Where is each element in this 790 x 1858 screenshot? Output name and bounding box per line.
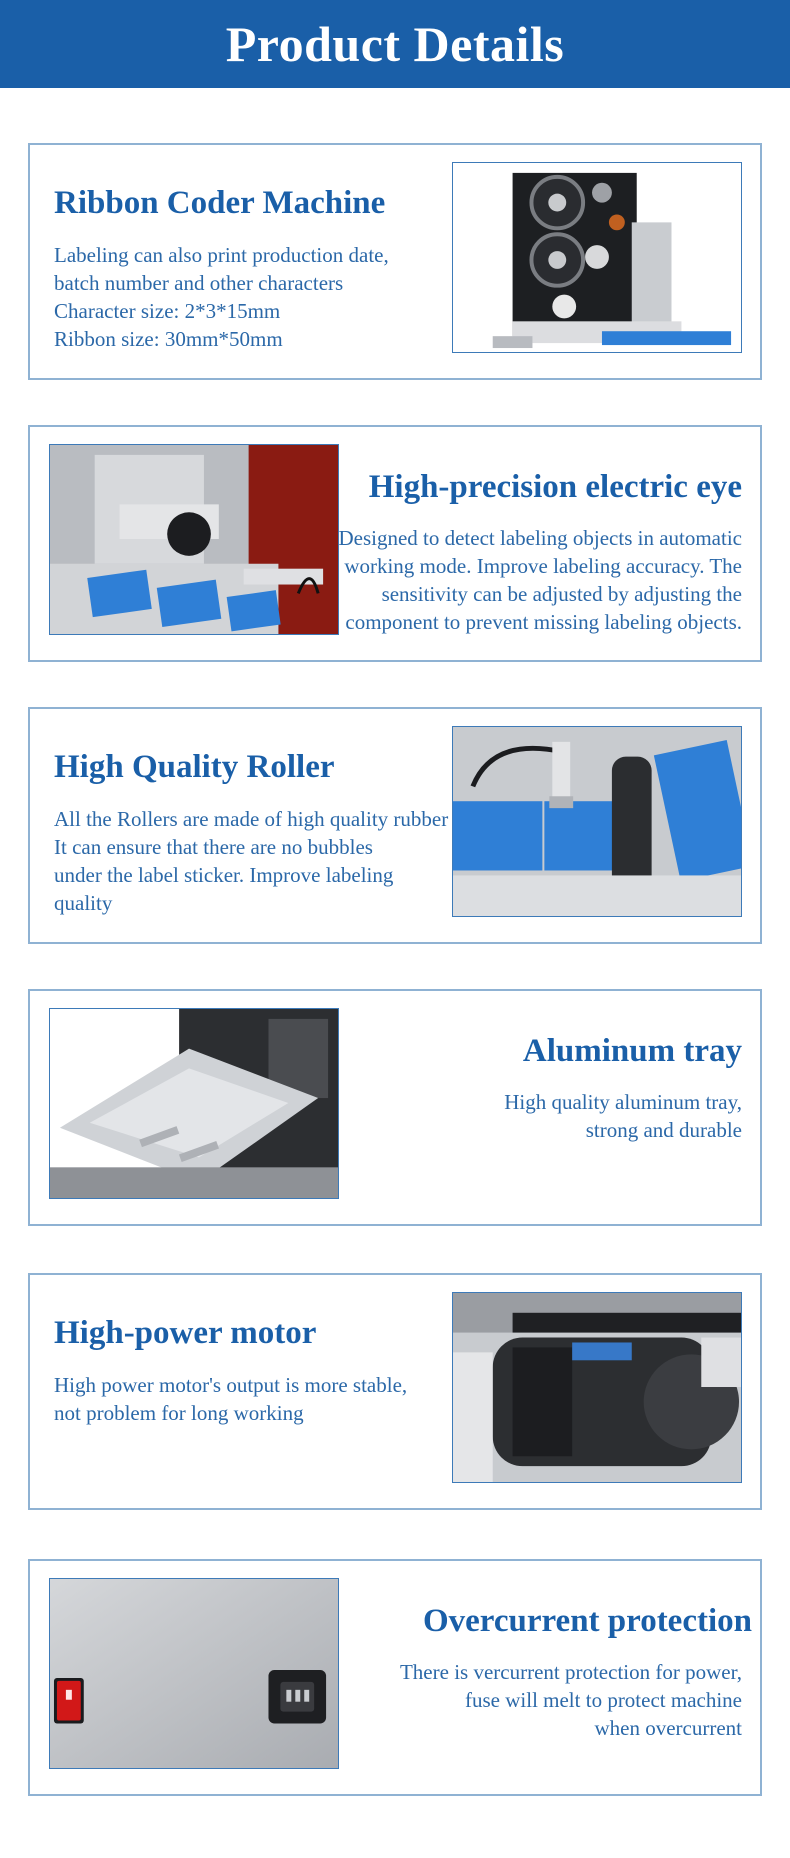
feature-title: Ribbon Coder Machine: [54, 185, 386, 221]
feature-description: [338, 524, 742, 636]
feature-title: Overcurrent protection: [422, 1603, 752, 1639]
feature-title: High-power motor: [54, 1315, 317, 1351]
roller-photo: [452, 726, 742, 917]
description-line: Labeling can also print production date,: [54, 243, 389, 267]
feature-description: [400, 1658, 742, 1742]
header-banner: [0, 0, 790, 88]
electric-eye-photo: [49, 444, 339, 635]
description-line: quality: [54, 891, 113, 915]
ribbon-coder-photo: [452, 162, 742, 353]
description-line: component to prevent missing labeling objects.: [345, 610, 742, 634]
description-line: working mode. Improve labeling accuracy. The: [344, 554, 742, 578]
power-panel-photo: [49, 1578, 339, 1769]
feature-description: [504, 1088, 742, 1144]
description-line: strong and durable: [585, 1118, 742, 1142]
feature-description: [54, 1371, 407, 1427]
feature-card-roller: [28, 707, 762, 944]
description-line: There is vercurrent protection for power,: [399, 1660, 742, 1684]
feature-card-aluminum-tray: [28, 989, 762, 1226]
description-line: fuse will melt to protect machine: [465, 1688, 742, 1712]
motor-photo: [452, 1292, 742, 1483]
description-line: It can ensure that there are no bubbles: [54, 835, 373, 859]
description-line: Ribbon size: 30mm*50mm: [54, 327, 283, 351]
description-line: batch number and other characters: [54, 271, 344, 295]
description-line: Designed to detect labeling objects in automatic: [338, 526, 742, 550]
description-line: High power motor's output is more stable,: [54, 1373, 408, 1397]
feature-title: High-precision electric eye: [368, 469, 742, 505]
feature-card-overcurrent: [28, 1559, 762, 1796]
feature-card-ribbon-coder: [28, 143, 762, 380]
aluminum-tray-photo: [49, 1008, 339, 1199]
page-title: Product Details: [225, 16, 565, 72]
description-line: sensitivity can be adjusted by adjusting the: [381, 582, 742, 606]
feature-title: Aluminum tray: [522, 1033, 742, 1069]
description-line: All the Rollers are made of high quality rubber: [54, 807, 449, 831]
description-line: when overcurrent: [594, 1716, 742, 1740]
feature-title: High Quality Roller: [54, 749, 335, 785]
description-line: Character size: 2*3*15mm: [54, 299, 281, 323]
feature-description: [54, 241, 389, 353]
description-line: under the label sticker. Improve labeling: [54, 863, 394, 887]
feature-card-electric-eye: [28, 425, 762, 662]
description-line: High quality aluminum tray,: [504, 1090, 742, 1114]
feature-card-motor: [28, 1273, 762, 1510]
feature-description: [54, 805, 448, 917]
description-line: not problem for long working: [54, 1401, 304, 1425]
